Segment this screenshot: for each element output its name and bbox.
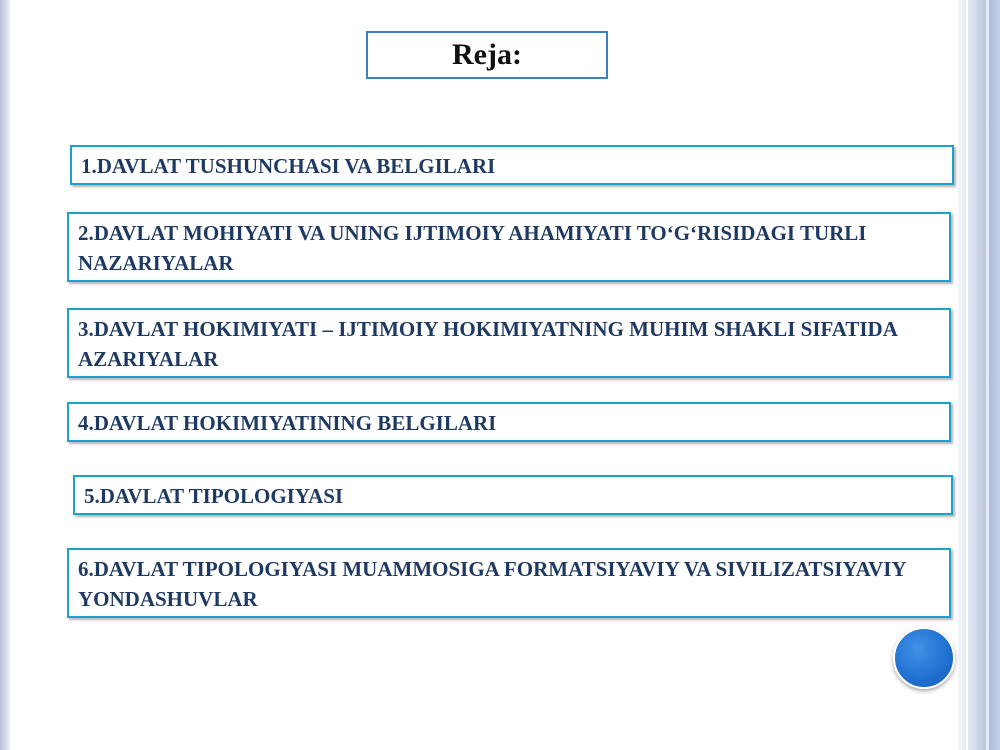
blue-circle-button[interactable] — [893, 627, 955, 689]
plan-item-4: 4.DAVLAT HOKIMIYATINING BELGILARI — [67, 402, 951, 442]
plan-item-2: 2.DAVLAT MOHIYATI VA UNING IJTIMOIY AHAMIYATI TO‘G‘RISIDAGI TURLI NAZARIYALAR — [67, 212, 951, 282]
plan-item-3: 3.DAVLAT HOKIMIYATI – IJTIMOIY HOKIMIYATNING MUHIM SHAKLI SIFATIDA AZARIYALAR — [67, 308, 951, 378]
right-decorative-bar — [958, 0, 1000, 750]
plan-item-5: 5.DAVLAT TIPOLOGIYASI — [73, 475, 953, 515]
left-decorative-bar — [0, 0, 10, 750]
plan-item-6: 6.DAVLAT TIPOLOGIYASI MUAMMOSIGA FORMATSIYAVIY VA SIVILIZATSIYAVIY YONDASHUVLAR — [67, 548, 951, 618]
slide-title: Reja: — [366, 31, 608, 79]
plan-item-1: 1.DAVLAT TUSHUNCHASI VA BELGILARI — [70, 145, 954, 185]
